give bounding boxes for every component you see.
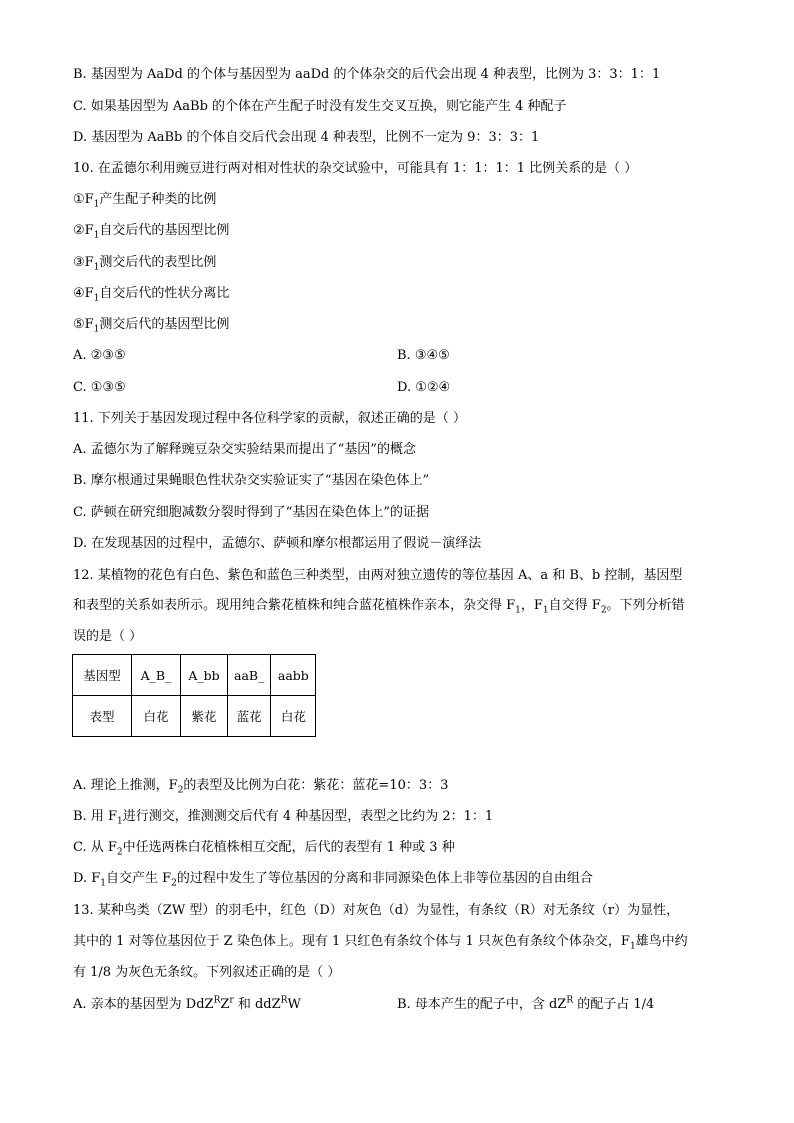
q13-stem-line1: 13. 某种鸟类（ZW 型）的羽毛中，红色（D）对灰色（d）为显性，有条纹（R）对无条纹（r）为显性，: [73, 903, 680, 918]
q9-option-d: D. 基因型为 AaBb 的个体自交后代会出现 4 种表型，比例不一定为 9：3：3：1: [73, 130, 540, 145]
table-row: [73, 655, 316, 696]
q12-option-d: D. $F_1$自交产生 $F_2$的过程中发生了等位基因的分离和非同源染色体上非等位基因的自由组合: [73, 871, 593, 889]
q11-option-a: A. 孟德尔为了解释豌豆杂交实验结果而提出了“基因”的概念: [73, 442, 416, 457]
q13-option-b: B. 母本产生的配子中，含 $dZ^R$ 的配子占 1/4: [397, 995, 655, 1012]
q10-item-3: $③F_1$测交后代的表型比例: [73, 255, 217, 273]
q10-option-b: B. ③④⑤: [397, 348, 450, 363]
q13-stem-line3: 有 1/8 为灰色无条纹。下列叙述正确的是（ ）: [73, 965, 341, 980]
q13-stem-line2: 其中的 1 对等位基因位于 Z 染色体上。现有 1 只红色有条纹个体与 1 只灰色有条纹个体杂交，$F_1$雄鸟中约: [73, 934, 688, 952]
table-cell: 蓝花: [228, 696, 271, 737]
table-cell: 紫花: [181, 696, 228, 737]
table-cell: A_bb: [181, 655, 228, 696]
q10-item-5: $⑤F_1$测交后代的基因型比例: [73, 317, 230, 335]
table-row: [73, 696, 316, 737]
q10-stem: 10. 在孟德尔利用豌豆进行两对相对性状的杂交试验中，可能具有 1：1：1：1 比例关系的是（ ）: [73, 161, 638, 176]
table-cell: 表型: [73, 696, 132, 737]
q9-option-b: B. 基因型为 AaDd 的个体与基因型为 aaDd 的个体杂交的后代会出现 4 种表型，比例为 3：3：1：1: [73, 67, 661, 82]
q12-stem-line3: 误的是（ ）: [73, 629, 143, 644]
q11-option-b: B. 摩尔根通过果蝇眼色性状杂交实验证实了“基因在染色体上”: [73, 473, 430, 488]
q13-option-a: A. 亲本的基因型为 $DdZ^RZ^r$ 和 ddZ$^R$W: [73, 995, 301, 1012]
table-cell: 白花: [271, 696, 316, 737]
table-cell: aaB_: [228, 655, 271, 696]
q10-option-a: A. ②③⑤: [73, 348, 126, 363]
q12-stem-line2: 和表型的关系如表所示。现用纯合紫花植株和纯合蓝花植株作亲本，杂交得 $F_1$，$F_1$自交得 $F_2$。下列分析错: [73, 598, 685, 616]
q12-stem-line1: 12. 某植物的花色有白色、紫色和蓝色三种类型，由两对独立遗传的等位基因 A、a 和 B、b 控制，基因型: [73, 568, 683, 583]
q10-item-1: $①F_1$产生配子种类的比例: [73, 192, 217, 210]
q12-option-c: C. 从 $F_2$中任选两株白花植株相互交配，后代的表型有 1 种或 3 种: [73, 840, 455, 858]
q10-option-d: D. ①②④: [397, 380, 451, 395]
q12-option-a: A. 理论上推测，$F_2$的表型及比例为白花：紫花：蓝花=10：3：3: [73, 778, 449, 796]
table-cell: 白花: [132, 696, 181, 737]
table-cell: 基因型: [73, 655, 132, 696]
q11-option-d: D. 在发现基因的过程中，孟德尔、萨顿和摩尔根都运用了假说－演绎法: [73, 536, 482, 551]
q10-item-2: $②F_1$自交后代的基因型比例: [73, 223, 230, 241]
q10-option-c: C. ①③⑤: [73, 380, 126, 395]
q9-option-c: C. 如果基因型为 AaBb 的个体在产生配子时没有发生交叉互换，则它能产生 4 种配子: [73, 99, 567, 114]
q10-item-4: $④F_1$自交后代的性状分离比: [73, 286, 230, 304]
genotype-phenotype-table: [72, 654, 316, 737]
q12-option-b: B. 用 $F_1$进行测交，推测测交后代有 4 种基因型，表型之比约为 2：1：1: [73, 809, 494, 827]
table-cell: aabb: [271, 655, 316, 696]
q11-option-c: C. 萨顿在研究细胞减数分裂时得到了“基因在染色体上”的证据: [73, 505, 430, 520]
q11-stem: 11. 下列关于基因发现过程中各位科学家的贡献，叙述正确的是（ ）: [73, 411, 466, 426]
table-cell: A_B_: [132, 655, 181, 696]
